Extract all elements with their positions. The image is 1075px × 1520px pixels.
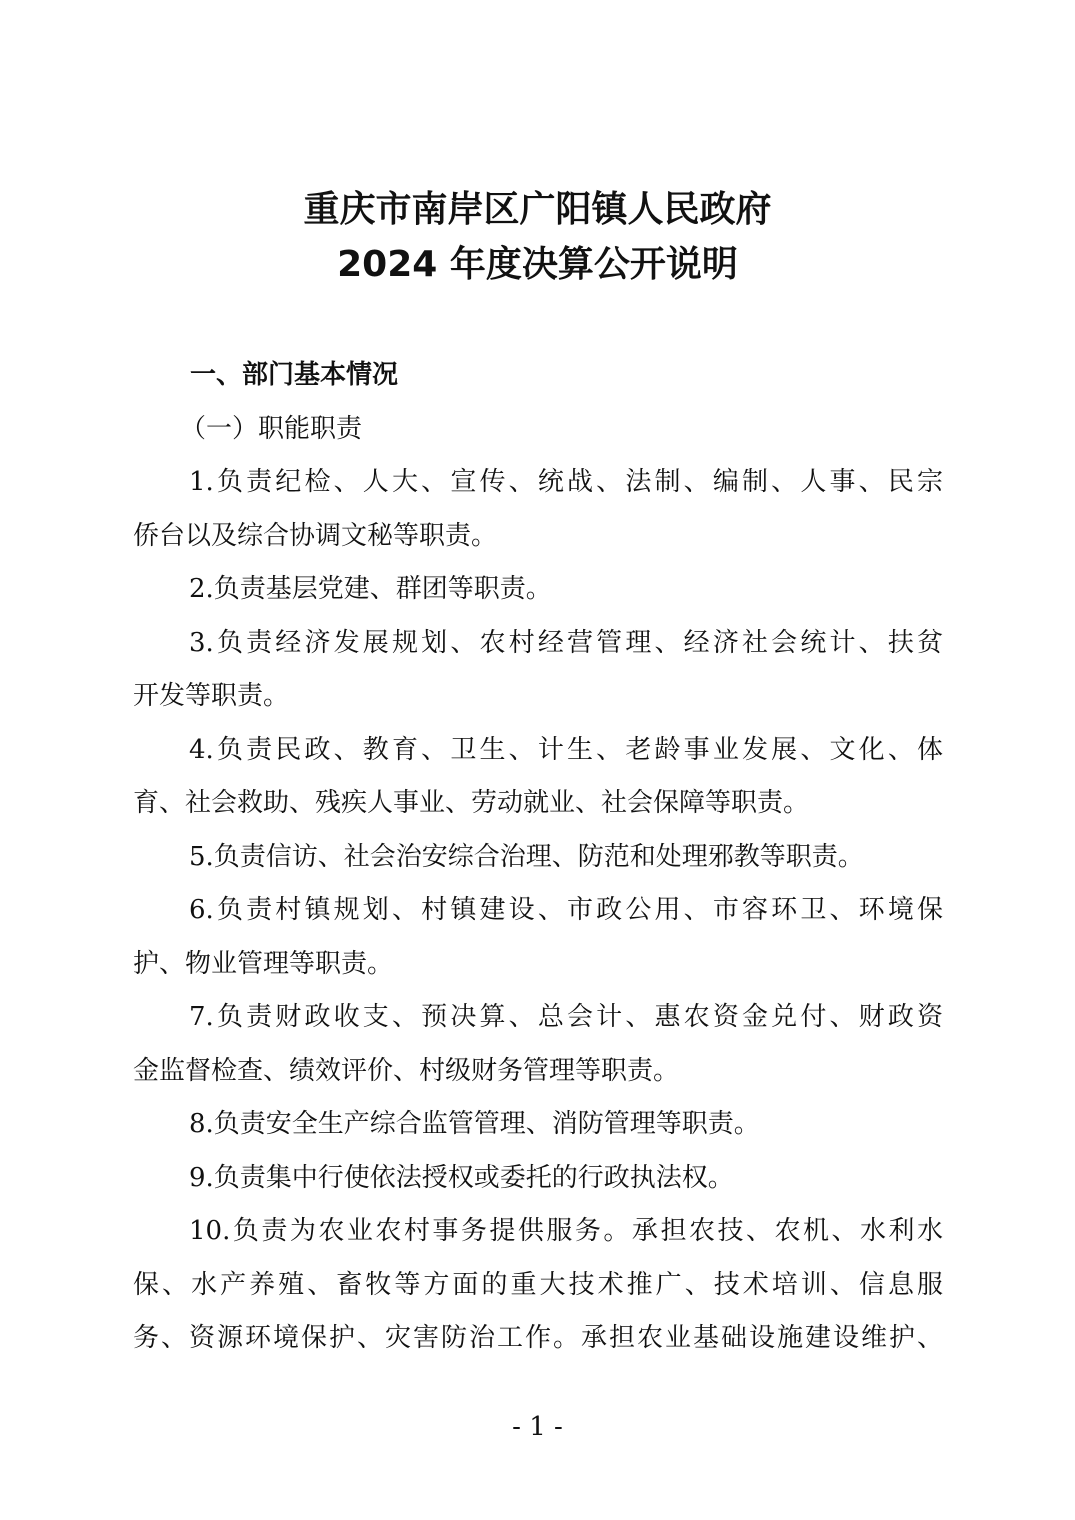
- paragraph-6-line-1: 6.负责村镇规划、村镇建设、市政公用、市容环卫、环境保: [189, 895, 943, 925]
- paragraph-10-line-2: 保、水产养殖、畜牧等方面的重大技术推广、技术培训、信息服: [133, 1270, 943, 1300]
- paragraph-3-line-1: 3.负责经济发展规划、农村经营管理、经济社会统计、扶贫: [189, 628, 943, 658]
- paragraph-10-line-3: 务、资源环境保护、灾害防治工作。承担农业基础设施建设维护、: [133, 1323, 943, 1353]
- paragraph-1-line-2: 侨台以及综合协调文秘等职责。: [133, 521, 498, 551]
- paragraph-8-line-1: 8.负责安全生产综合监管管理、消防管理等职责。: [189, 1109, 760, 1139]
- section-heading: 一、部门基本情况: [190, 360, 399, 390]
- paragraph-7-line-2: 金监督检查、绩效评价、村级财务管理等职责。: [133, 1056, 680, 1086]
- document-title-line-1: 重庆市南岸区广阳镇人民政府: [303, 189, 772, 230]
- paragraph-4-line-2: 育、社会救助、残疾人事业、劳动就业、社会保障等职责。: [133, 788, 810, 818]
- paragraph-10-line-1: 10.负责为农业农村事务提供服务。承担农技、农机、水利水: [189, 1216, 943, 1246]
- paragraph-4-line-1: 4.负责民政、教育、卫生、计生、老龄事业发展、文化、体: [189, 735, 943, 765]
- paragraph-7-line-1: 7.负责财政收支、预决算、总会计、惠农资金兑付、财政资: [189, 1002, 943, 1032]
- paragraph-3-line-2: 开发等职责。: [133, 681, 290, 711]
- paragraph-1-line-1: 1.负责纪检、人大、宣传、统战、法制、编制、人事、民宗: [189, 467, 943, 497]
- document-title-line-2: 2024 年度决算公开说明: [337, 244, 738, 285]
- page-number: - 1 -: [512, 1412, 563, 1442]
- paragraph-6-line-2: 护、物业管理等职责。: [133, 949, 394, 979]
- paragraph-5-line-1: 5.负责信访、社会治安综合治理、防范和处理邪教等职责。: [189, 842, 864, 872]
- paragraph-9-line-1: 9.负责集中行使依法授权或委托的行政执法权。: [189, 1163, 734, 1193]
- section-subheading: （一）职能职责: [180, 414, 363, 444]
- paragraph-2-line-1: 2.负责基层党建、群团等职责。: [189, 574, 552, 604]
